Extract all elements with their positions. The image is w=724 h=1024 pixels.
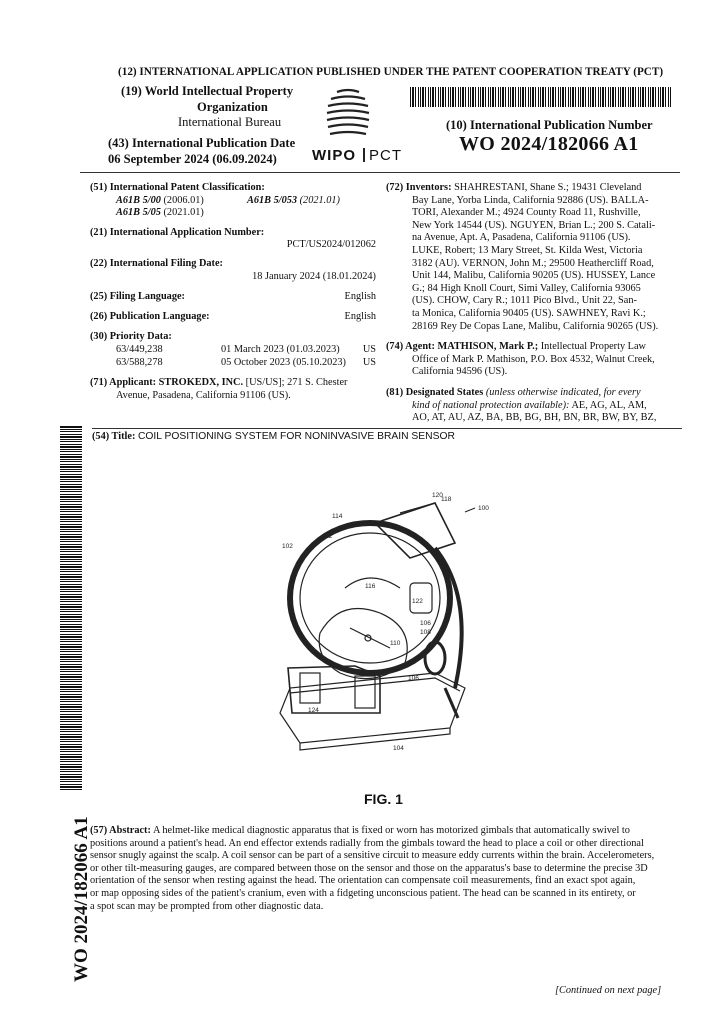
pub-number-label: (10) International Publication Number <box>446 118 653 132</box>
applicant-rest: [US/US]; 271 S. Chester <box>245 377 348 389</box>
title-rule <box>92 428 682 429</box>
agent-rest <box>386 354 674 379</box>
ref-label: 102 <box>282 543 293 550</box>
gimbal-wheel <box>425 642 445 674</box>
ipc-date: (2006.01) <box>163 194 204 206</box>
ref-label: 120 <box>432 492 443 499</box>
ref-label: 122 <box>412 598 423 605</box>
continued-footer: [Continued on next page] <box>555 985 662 996</box>
ipc-row2 <box>90 207 376 220</box>
wipo-logo-text: WIPO <box>312 147 356 164</box>
side-barcode <box>60 425 82 790</box>
priority-num: 63/588,278 <box>116 356 163 368</box>
applicant-line2: Avenue, Pasadena, California 91106 (US). <box>116 389 291 401</box>
ipc-row1 <box>90 195 376 208</box>
pub-date-value: 06 September 2024 (06.09.2024) <box>108 152 277 166</box>
priority-country: US <box>362 343 376 355</box>
app-number-value: PCT/US2024/012062 <box>286 239 376 251</box>
priority-row <box>90 357 376 370</box>
states-label: (81) Designated States <box>386 386 484 398</box>
ref-label: 116 <box>365 583 376 590</box>
figure-caption: FIG. 1 <box>364 791 403 807</box>
abstract-line: sensor snugly against the scalp. A coil sensor can be part of a sensitive circuit to measure eddy currents within the brain. Accelerometers, <box>90 850 655 862</box>
states-rest <box>386 400 674 425</box>
inventor-line: 28169 Rey De Copas Lane, Malibu, California 90265 (US). <box>412 320 659 332</box>
treaty-title: (12) INTERNATIONAL APPLICATION PUBLISHED UNDER THE PATENT COOPERATION TREATY (PCT) <box>118 66 664 78</box>
abstract-line: positions around a patient's head. An end effector extends radially from the gimbals toward the head to place a coil or other directional <box>90 837 644 849</box>
states-first-line <box>386 387 674 400</box>
org-line1: (19) World Intellectual Property <box>121 84 294 98</box>
ref-label: 124 <box>308 707 319 714</box>
inventor-line: SHAHRESTANI, Shane S.; 19431 Cleveland <box>454 182 642 193</box>
ref-label: 106 <box>420 620 431 627</box>
agent-line: Intellectual Property Law <box>540 341 646 353</box>
states-list: AE, AG, AL, AM, <box>571 399 647 411</box>
states-italic: kind of national protection available): <box>412 399 570 411</box>
org-line2: Organization <box>197 100 268 114</box>
priority-date: 05 October 2023 (05.10.2023) <box>221 356 346 368</box>
priority-label: (30) Priority Data: <box>90 331 172 343</box>
pub-lang-row <box>90 311 376 324</box>
inventor-line: G.; 84 High Knoll Court, Simi Valley, California 93065 <box>412 282 641 294</box>
invention-title <box>92 431 455 442</box>
top-housing <box>375 503 455 558</box>
filing-lang-label: (25) Filing Language: <box>90 291 185 303</box>
filing-date-value: 18 January 2024 (18.01.2024) <box>252 270 376 282</box>
inventor-line: ta Monica, California 90405 (US). SAWHNEY, Ravi K.; <box>412 307 646 319</box>
header-barcode <box>410 87 672 107</box>
abstract-line: or map opposing sides of the patient's cranium, even with a fidgeting unconscious patient. The head can be scanned in its entirety, or <box>90 887 636 899</box>
right-column <box>386 182 674 425</box>
inventor-line: na Avenue, Apt. A, Pasadena, California 91106 (US). <box>412 232 631 244</box>
abstract-line: orientation of the sensor when resting against the head. The orientation can compensate coil measurements, find an exact spot again, <box>90 875 636 887</box>
ref-label: 114 <box>332 513 343 520</box>
inventor-line: LUKE, Robert; 13 Mary Street, St. Kilda West, Victoria <box>412 244 643 256</box>
ipc-label: (51) International Patent Classification: <box>90 182 265 193</box>
side-pub-number: WO 2024/182066 A1 <box>71 816 92 982</box>
agent-label: (74) Agent: <box>386 341 435 353</box>
left-column <box>90 182 376 402</box>
logo-divider <box>363 148 365 162</box>
applicant-block <box>90 377 376 390</box>
wipo-globe-icon <box>318 84 376 146</box>
pub-lang-value: English <box>344 310 376 322</box>
agent-line: California 94596 (US). <box>412 366 508 378</box>
inventors-first-line <box>386 182 674 195</box>
ref-label: 112 <box>322 533 333 540</box>
ref-label: 110 <box>390 640 401 647</box>
abstract-block <box>90 825 682 913</box>
header-rule <box>80 172 680 173</box>
agent-name: MATHISON, Mark P.; <box>437 341 539 353</box>
applicant-name: STROKEDX, INC. <box>158 377 244 389</box>
pct-logo-text: PCT <box>369 147 402 164</box>
app-number-label: (21) International Application Number: <box>90 226 265 238</box>
abstract-line: a spot scan may be prompted from other diagnostic data. <box>90 900 324 912</box>
pub-date-label: (43) International Publication Date <box>108 136 296 150</box>
title-value: COIL POSITIONING SYSTEM FOR NONINVASIVE BRAIN SENSOR <box>137 431 455 442</box>
priority-row <box>90 344 376 357</box>
inventor-line: Bay Lane, Yorba Linda, California 92886 (US). BALLA- <box>412 194 649 206</box>
inventor-line: New York 14544 (US). NGUYEN, Brian L.; 200 S. Catali- <box>412 219 656 231</box>
priority-date: 01 March 2023 (01.03.2023) <box>221 343 340 355</box>
pub-number-value: WO 2024/182066 A1 <box>459 133 639 155</box>
ref-label: 106 <box>408 675 419 682</box>
filing-date-label: (22) International Filing Date: <box>90 257 223 269</box>
filing-lang-value: English <box>344 291 376 303</box>
abstract-line: A helmet-like medical diagnostic apparatus that is fixed or worn has motorized gimbals that automatically swivel to <box>152 825 630 836</box>
agent-first-line <box>386 341 674 354</box>
inventors-label: (72) Inventors: <box>386 182 452 193</box>
filing-lang-row <box>90 291 376 304</box>
title-label: (54) Title: <box>92 431 136 442</box>
inventor-line: (US). CHOW, Cary R.; 1011 Pico Blvd., Unit 22, San- <box>412 295 637 307</box>
priority-num: 63/449,238 <box>116 343 163 355</box>
org-line3: International Bureau <box>178 115 282 129</box>
ref-label: 108 <box>420 629 431 636</box>
inventor-line: TORI, Alexander M.; 4924 County Road 11, Rushville, <box>412 207 641 219</box>
ipc-date: (2021.01) <box>163 207 204 219</box>
ipc-code: A61B 5/053 <box>246 194 298 206</box>
ipc-date: (2021.01) <box>299 194 340 206</box>
ipc-code: A61B 5/05 <box>116 207 161 219</box>
applicant-label: (71) Applicant: <box>90 377 157 389</box>
pub-lang-label: (26) Publication Language: <box>90 310 210 322</box>
states-list: AO, AT, AU, AZ, BA, BB, BG, BH, BN, BR, BW, BY, BZ, <box>412 412 657 424</box>
abstract-line: or other tilt-measuring gauges, are compared between those on the sensor and those on the apparatus's base to determine the precise 3D <box>90 862 648 874</box>
inventors-rest <box>386 195 674 334</box>
priority-country: US <box>362 356 376 368</box>
ref-label: 104 <box>393 745 404 752</box>
priority-table <box>90 344 376 369</box>
states-italic: (unless otherwise indicated, for every <box>485 386 641 398</box>
inventor-line: 3182 (AU). VERNON, John M.; 29500 Heathercliff Road, <box>412 257 654 269</box>
ref-label: 100 <box>478 505 489 512</box>
abstract-label: (57) Abstract: <box>90 825 151 836</box>
ref-label: 118 <box>441 496 452 503</box>
inventor-line: Unit 144, Malibu, California 90205 (US). HUSSEY, Lance <box>412 270 656 282</box>
ipc-code: A61B 5/00 <box>116 194 161 206</box>
patent-figure-drawing <box>260 488 500 758</box>
agent-line: Office of Mark P. Mathison, P.O. Box 4532, Walnut Creek, <box>412 353 655 365</box>
